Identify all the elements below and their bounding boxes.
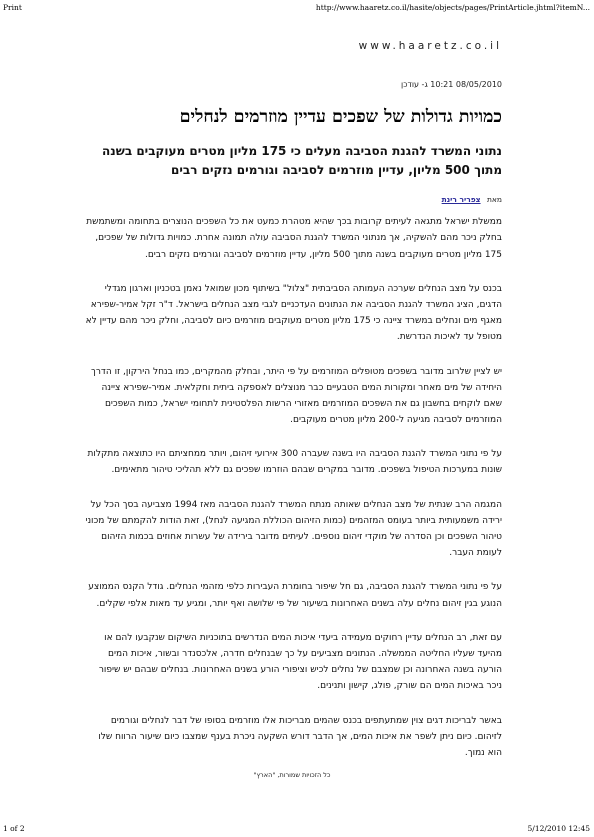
article-body: [82, 214, 502, 761]
paragraph: בכנס על מצב הנחלים שערכה העמותה הסביבתית "צלול" בשיתוף מכון שמואל נאמן בטכניון וארגון מגדלי הדגים, הציג המשרד להגנת הסביבה את הנתונים העדכניים לגבי מצב הנחלים בישראל. ד"ר זקל אמיר-שפירא מאגף מים ונחלים במשרד ציינה כי 175 מליון מטרים מעוקבים מוזרמים כיום לסביבה, וחלק ניכר מהם עדיין לא מטופל עד לאיכות הנדרשת.: [85, 283, 502, 343]
paragraph: באשר לבריכות דגים צוין שמתעתפים בכנס שהמים מבריכות אלו מוזרמים בסופו של דבר לנחלים וגורמים לזיהום. כיום ניתן לשפר את איכות המים, אך הדבר דורש השקעה ניכרת בענף שמצבו כיום שיעור הרווח שלו הוא נמוך.: [98, 715, 502, 758]
print-url: http://www.haaretz.co.il/hasite/objects/pages/PrintArticle.jhtml?itemN...: [315, 3, 590, 12]
paragraph: ממשלת ישראל מתגאה לעיתים קרובות בכך שהיא מטהרת כמעט את כל השפכים הנוצרים בתחומה ומשתמשת בחלק ניכר מהם להשקיה, אך מנתוני המשרד להגנת הסביבה עולה תמונה אחרת. כמויות גדולות של שפכים, 175 מליון מטרים מעוקבים בשנה מתוך 500 מליון, עדיין מוזרמים לסביבה וגורמים נזקים רבים.: [86, 217, 502, 260]
copyright-credit: כל הזכויות שמורות, "הארץ": [253, 771, 331, 780]
paragraph: המגמה הרב שנתית של מצב הנחלים שאותה מנתח המשרד להגנת הסביבה מאז 1994 מצביעה בסך הכל על ירידה משמעותית ביותר בעומס המזהמים (כמות הזיהום הכוללת המגיעה לנחל), זאת הודות להקמתם של מכוני טיהור השפכים וכן הסדרה של מוקדי זיהום נוספים. לעיתים מדובר בירידה של עשרות אחוזים בכמות הזיהום לעומת העבר.: [85, 499, 502, 559]
print-timestamp: 5/12/2010 12:45: [527, 824, 590, 833]
paragraph: יש לציין שלרוב מדובר בשפכים מטופלים המוזרמים על פי היתר, ובחלק מהמקרים, כמו בנחל הירקון, זו הדרך היחידה של מים מאחר ומקורות המים הטבעיים כבר מנוצלים לאספקה ביתית וחקלאית. אמיר-שפירא ציינה שאם לוקחים בחשבון גם את השפכים המוזרמים מאזורי הרשות הפלסטינית לתחומי ישראל, כמות השפכים המוזרמים לסביבה מגיעה ל-200 מליון מטרים מעוקבים.: [91, 366, 502, 426]
byline-label: מאת: [486, 195, 502, 205]
paragraph: עם זאת, רב הנחלים עדיין רחוקים מעמידה ביעדי איכות המים הנדרשים בתוכניות השיקום שנקבעו להם או מהיעד שעליו החליטה הממשלה. הנתונים מצביעים על כך שבנחלים חדרה, אלכסנדר ובשור, איכות המים הורעה בשנה האחרונה וכן שמצבם של נחלים לכיש וציפורי הורע בשנים האחרונות. בנחלים שבהם יש שיפור ניכר באיכות המים הם שורק, פולג, קישון ותנינים.: [98, 632, 502, 692]
page-count: 1 of 2: [3, 824, 25, 833]
site-address: www.haaretz.co.il: [358, 40, 502, 52]
print-footer: [0, 824, 594, 834]
subheadline: נתוני המשרד להגנת הסביבה מעלים כי 175 מליון מטרים מעוקבים בשנה מתוך 500 מליון, עדיין מוזרמים לסביבה וגורמים נזקים רבים: [102, 144, 502, 177]
byline: [82, 195, 502, 204]
paragraph: על פי נתוני המשרד להגנת הסביבה, גם חל שיפור בחומרת העבירות כלפי מזהמי הנחלים. גודל הקנס הממוצע הנוגע בגין זיהום נחלים עלה בשנים האחרונות בשיעור של פי שלושה ואף יותר, ומגיע עד מאות אלפי שקלים.: [88, 582, 502, 609]
print-header: [0, 3, 594, 13]
print-page-title: Print: [3, 3, 22, 12]
headline: כמויות גדולות של שפכים עדיין מוזרמים לנחלים: [179, 107, 502, 127]
dateline: 08/05/2010 10:21 ג- עודכן: [401, 80, 502, 89]
paragraph: על פי נתוני המשרד להגנת הסביבה היו בשנה שעברה 300 אירועי זיהום, ויותר ממחציתם היו כתוצאה מתקלות שונות במערכות הטיפול בשפכים. מדובר במקרים שבהם הוזרמו שפכים גם ללא תהליכי טיהור מתאימים.: [87, 449, 502, 476]
author-link[interactable]: צפריר רינת: [441, 195, 481, 205]
article: [82, 80, 502, 779]
